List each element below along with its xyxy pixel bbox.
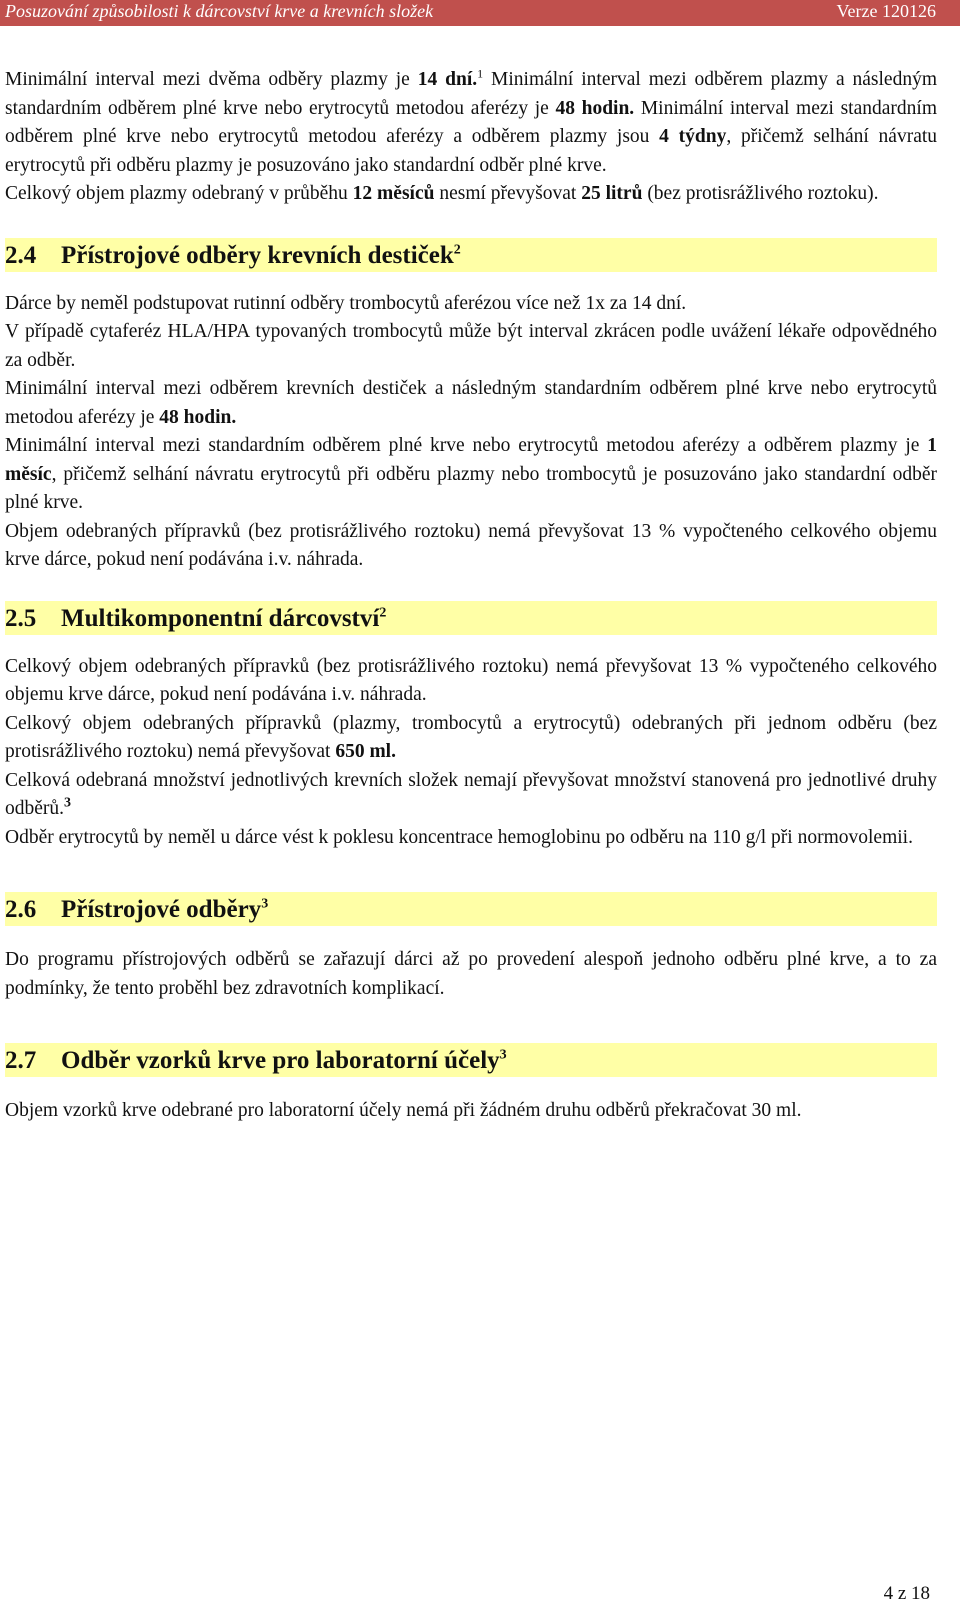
s26-paragraph-1: Do programu přístrojových odběrů se zařazují dárci až po provedení alespoň jednoho odběru plné krve, a to za podmínky, že tento proběhl bez zdravotních komplikací. <box>5 949 937 999</box>
s25-paragraph-4: Odběr erytrocytů by neměl u dárce vést k poklesu koncentrace hemoglobinu po odběru na 110 g/l při normovolemii. <box>5 826 913 848</box>
s24-paragraph-5: Objem odebraných přípravků (bez protisrážlivého roztoku) nemá převyšovat 13 % vypočteného celkového objemu krve dárce, pokud není podávána i.v. náhrada. <box>5 520 937 570</box>
s24-paragraph-3: Minimální interval mezi odběrem krevních destiček a následným standardním odběrem plné krve nebo erytrocytů metodou aferézy je 48 hodin. <box>5 378 937 428</box>
document-body <box>5 64 937 1126</box>
page-number: 4 z 18 <box>883 1583 930 1604</box>
section-heading-2-5: 2.5 Multikomponentní dárcovství$^2$ <box>5 601 937 635</box>
header-title: Posuzování způsobilosti k dárcovství krve a krevních složek <box>5 1 434 21</box>
section-heading-2-7: 2.7 Odběr vzorků krve pro laboratorní účely$^3$ <box>5 1043 937 1077</box>
header-version: Verze 120126 <box>836 1 936 21</box>
s25-paragraph-2: Celkový objem odebraných přípravků (plazmy, trombocytů a erytrocytů) odebraných při jednom odběru (bez protisrážlivého roztoku) nemá převyšovat 650 ml. <box>5 712 937 762</box>
section-heading-2-4: 2.4 Přístrojové odběry krevních destiček$^2$ <box>5 238 937 272</box>
s25-paragraph-3: Celková odebraná množství jednotlivých krevních složek nemají převyšovat množství stanovená pro jednotlivé druhy odběrů.$^3$ <box>5 769 937 819</box>
plasma-volume-paragraph: Celkový objem plazmy odebraný v průběhu 12 měsíců nesmí převyšovat 25 litrů (bez protisrážlivého roztoku). <box>5 183 879 204</box>
s24-paragraph-2: V případě cytaferéz HLA/HPA typovaných trombocytů může být interval zkrácen podle uvážení lékaře odpovědného za odběr. <box>5 321 937 371</box>
footnote-ref: 1 <box>477 66 484 81</box>
s24-paragraph-4: Minimální interval mezi standardním odběrem plné krve nebo erytrocytů metodou aferézy a odběrem plazmy je 1 měsíc, přičemž selhání návratu erytrocytů při odběru plazmy nebo trombocytů je posuzováno jako standardní odběr plné krve. <box>5 435 937 513</box>
plasma-interval-paragraph: Minimální interval mezi dvěma odběry plazmy je 14 dní.$^1$ Minimální interval mezi odběrem plazmy a následným standardním odběrem plné krve nebo erytrocytů metodou aferézy je 48 hodin. Minimální interval mezi standardním odběrem plné krve nebo erytrocytů metodou aferézy a odběrem plazmy jsou 4 týdny, přičemž selhání návratu erytrocytů při odběru plazmy je posuzováno jako standardní odběr plné krve. <box>5 66 938 176</box>
page-header <box>0 0 960 26</box>
section-heading-2-6: 2.6 Přístrojové odběry$^3$ <box>5 892 937 926</box>
s25-paragraph-1: Celkový objem odebraných přípravků (bez protisrážlivého roztoku) nemá převyšovat 13 % vypočteného celkového objemu krve dárce, pokud není podávána i.v. náhrada. <box>5 655 937 705</box>
s27-paragraph-1: Objem vzorků krve odebrané pro laboratorní účely nemá při žádném druhu odběrů překračovat 30 ml. <box>5 1100 802 1121</box>
s24-paragraph-1: Dárce by neměl podstupovat rutinní odběry trombocytů aferézou více než 1x za 14 dní. <box>5 292 687 314</box>
